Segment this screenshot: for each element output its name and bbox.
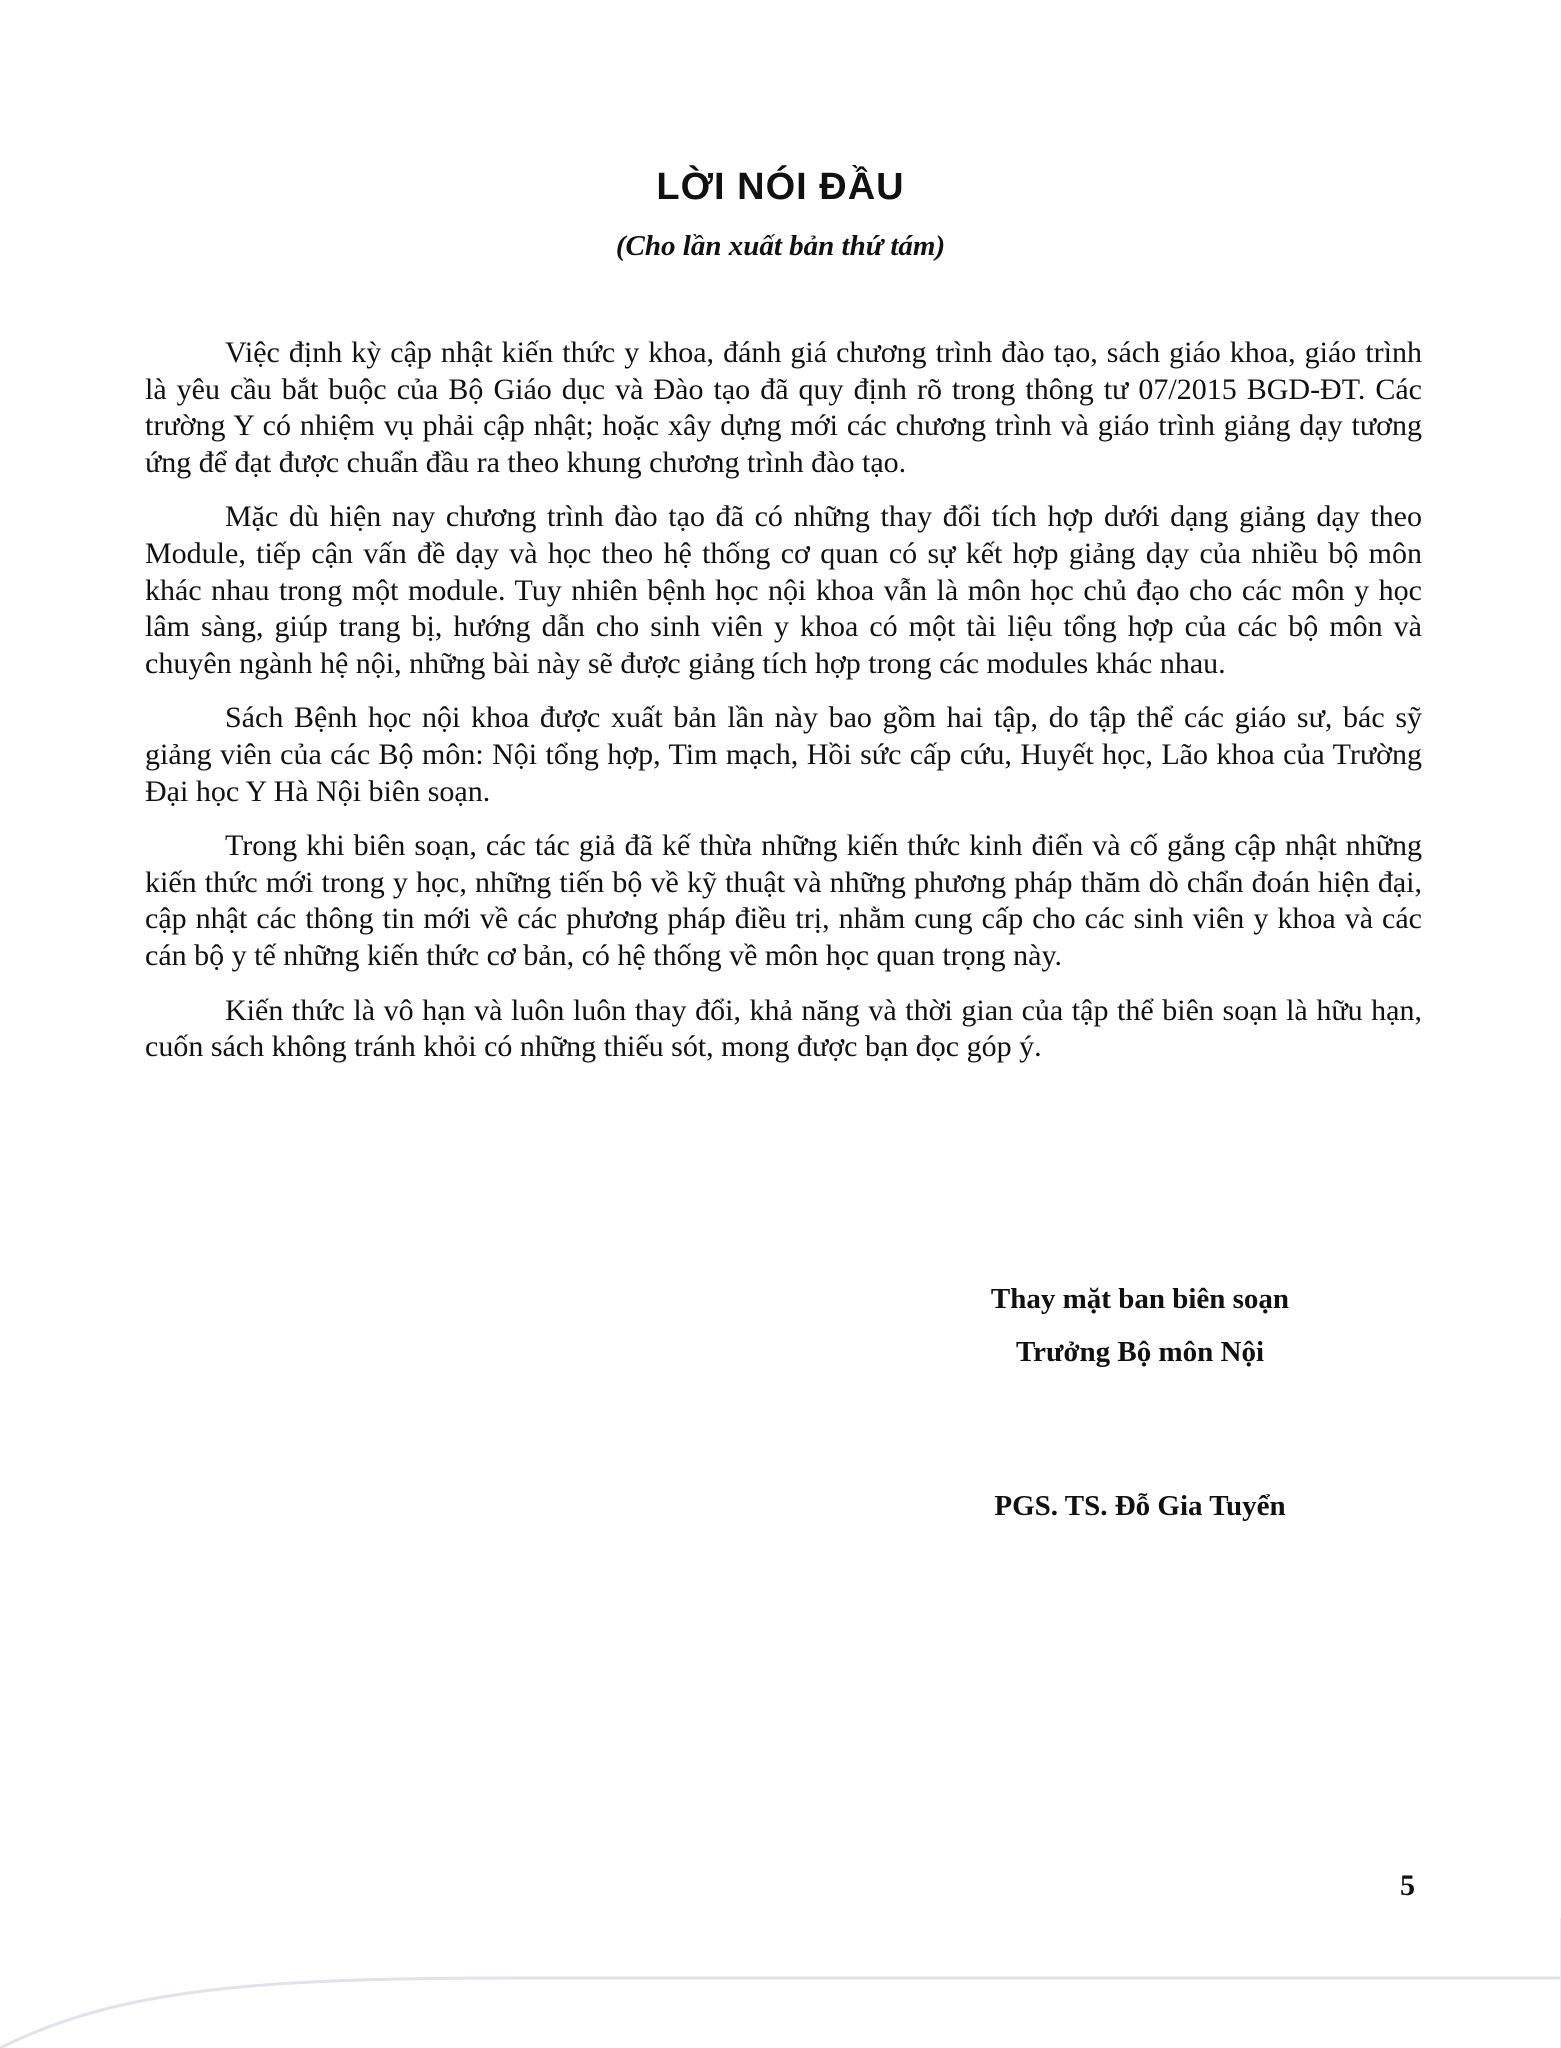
page-number: 5 [1400,1869,1415,1902]
paragraph-2: Mặc dù hiện nay chương trình đào tạo đã có những thay đổi tích hợp dưới dạng giảng dạy theo Module, tiếp cận vấn đề dạy và học theo hệ thống cơ quan có sự kết hợp giảng dạy của nhiều bộ môn khác nhau trong một module. Tuy nhiên bệnh học nội khoa vẫn là môn học chủ đạo cho các môn y học lâm sàng, giúp trang bị, hướng dẫn cho sinh viên y khoa có một tài liệu tổng hợp của các bộ môn và chuyên ngành hệ nội, những bài này sẽ được giảng tích hợp trong các modules khác nhau. [145,500,1422,680]
page-subtitle: (Cho lần xuất bản thứ tám) [615,230,946,262]
scan-edge-shadow [0,1918,1561,2048]
signature-line-1: Thay mặt ban biên soạn [990,1283,1290,1315]
paragraph-4: Trong khi biên soạn, các tác giả đã kế thừa những kiến thức kinh điển và cố gắng cập nhật những kiến thức mới trong y học, những tiến bộ về kỹ thuật và những phương pháp thăm dò chẩn đoán hiện đại, cập nhật các thông tin mới về các phương pháp điều trị, nhằm cung cấp cho các sinh viên y khoa và các cán bộ y tế những kiến thức cơ bản, có hệ thống về môn học quan trọng này. [145,829,1422,972]
page-title: LỜI NÓI ĐẦU [656,166,905,208]
signature-name: PGS. TS. Đỗ Gia Tuyển [994,1490,1286,1522]
body-text [145,335,1422,1084]
paragraph-5: Kiến thức là vô hạn và luôn luôn thay đổi, khả năng và thời gian của tập thể biên soạn là hữu hạn, cuốn sách không tránh khỏi có những thiếu sót, mong được bạn đọc góp ý. [145,993,1422,1064]
paragraph-3: Sách Bệnh học nội khoa được xuất bản lần này bao gồm hai tập, do tập thể các giáo sư, bác sỹ giảng viên của các Bộ môn: Nội tổng hợp, Tim mạch, Hồi sức cấp cứu, Huyết học, Lão khoa của Trường Đại học Y Hà Nội biên soạn. [145,701,1422,808]
paragraph-1: Việc định kỳ cập nhật kiến thức y khoa, đánh giá chương trình đào tạo, sách giáo khoa, giáo trình là yêu cầu bắt buộc của Bộ Giáo dục và Đào tạo đã quy định rõ trong thông tư 07/2015 BGD-ĐT. Các trường Y có nhiệm vụ phải cập nhật; hoặc xây dựng mới các chương trình và giáo trình giảng dạy tương ứng để đạt được chuẩn đầu ra theo khung chương trình đào tạo. [145,336,1422,479]
signature-line-2: Trưởng Bộ môn Nội [1015,1336,1265,1368]
